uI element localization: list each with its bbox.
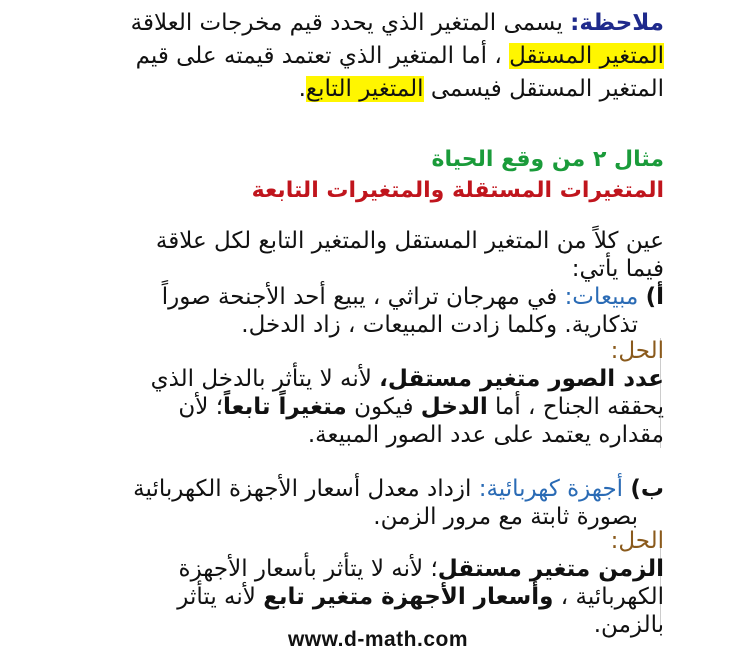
part-b-topic: أجهزة كهربائية: [478,476,624,502]
part-b-sol-2a: الكهربائية ، [560,584,664,610]
part-a-solution-label: الحل: [610,338,664,364]
note-period: . [298,76,306,102]
dependent-variable-highlight: المتغير التابع [305,76,424,102]
part-a-topic: مبيعات: [564,284,639,310]
part-a-line-1 [162,282,664,312]
example-prompt-line-2: فيما يأتي: [571,256,664,282]
part-b-sol-dependent: وأسعار الأجهزة متغير تابع [263,584,554,610]
part-a-marker: أ) [645,284,664,310]
note-line-1 [131,8,664,38]
part-a-sol-2b: فيكون [354,394,414,420]
part-a-solution-line-2 [178,392,664,422]
part-a-sol-2a: يحققه الجناح ، أما [495,394,664,420]
part-a-solution-line-1 [151,364,664,394]
note-text-3: المتغير المستقل فيسمى [430,76,664,102]
part-b-solution-label: الحل: [610,528,664,554]
part-a-sol-income: الدخل [420,394,488,420]
note-label: ملاحظة: [570,10,664,36]
part-b-line-1 [133,474,664,504]
part-b-line-2: بصورة ثابتة مع مرور الزمن. [373,504,638,530]
site-url-watermark: www.d-math.com [287,628,469,651]
part-b-marker: ب) [630,476,664,502]
part-b-sol-bold: الزمن متغير مستقل [437,556,664,582]
part-a-sol-rest: لأنه لا يتأثر بالدخل الذي [150,366,372,392]
note-line-3 [299,74,664,104]
example-subtitle: المتغيرات المستقلة والمتغيرات التابعة [251,178,664,203]
note-text-2: ، أما المتغير الذي تعتمد قيمته على قيم [135,43,502,69]
independent-variable-highlight: المتغير المستقل [509,43,664,69]
part-a-solution-line-3: مقداره يعتمد على عدد الصور المبيعة. [307,422,664,448]
part-a-sol-2c: ؛ لأن [178,394,224,420]
part-b-solution-line-3: بالزمن. [593,612,664,638]
part-b-sol-rest: ؛ لأنه لا يتأثر بأسعار الأجهزة [178,556,438,582]
part-a-text-1: في مهرجان تراثي ، يبيع أحد الأجنحة صوراً [161,284,558,310]
part-a-sol-bold: عدد الصور متغير مستقل، [379,366,664,392]
part-b-solution-line-2 [177,582,664,612]
note-text-1: يسمى المتغير الذي يحدد قيم مخرجات العلاقة [130,10,563,36]
example-prompt-line-1: عين كلاً من المتغير المستقل والمتغير التابع لكل علاقة [155,228,664,254]
part-a-line-2: تذكارية. وكلما زادت المبيعات ، زاد الدخل. [241,312,638,338]
part-a-sol-dependent: متغيراً تابعاً [223,394,347,420]
part-b-sol-2b: لأنه يتأثر [177,584,256,610]
example-title: مثال ٢ من وقع الحياة [431,147,664,172]
part-b-text-1: ازداد معدل أسعار الأجهزة الكهربائية [133,476,472,502]
note-line-2 [136,41,664,71]
part-b-solution-line-1 [179,554,664,584]
